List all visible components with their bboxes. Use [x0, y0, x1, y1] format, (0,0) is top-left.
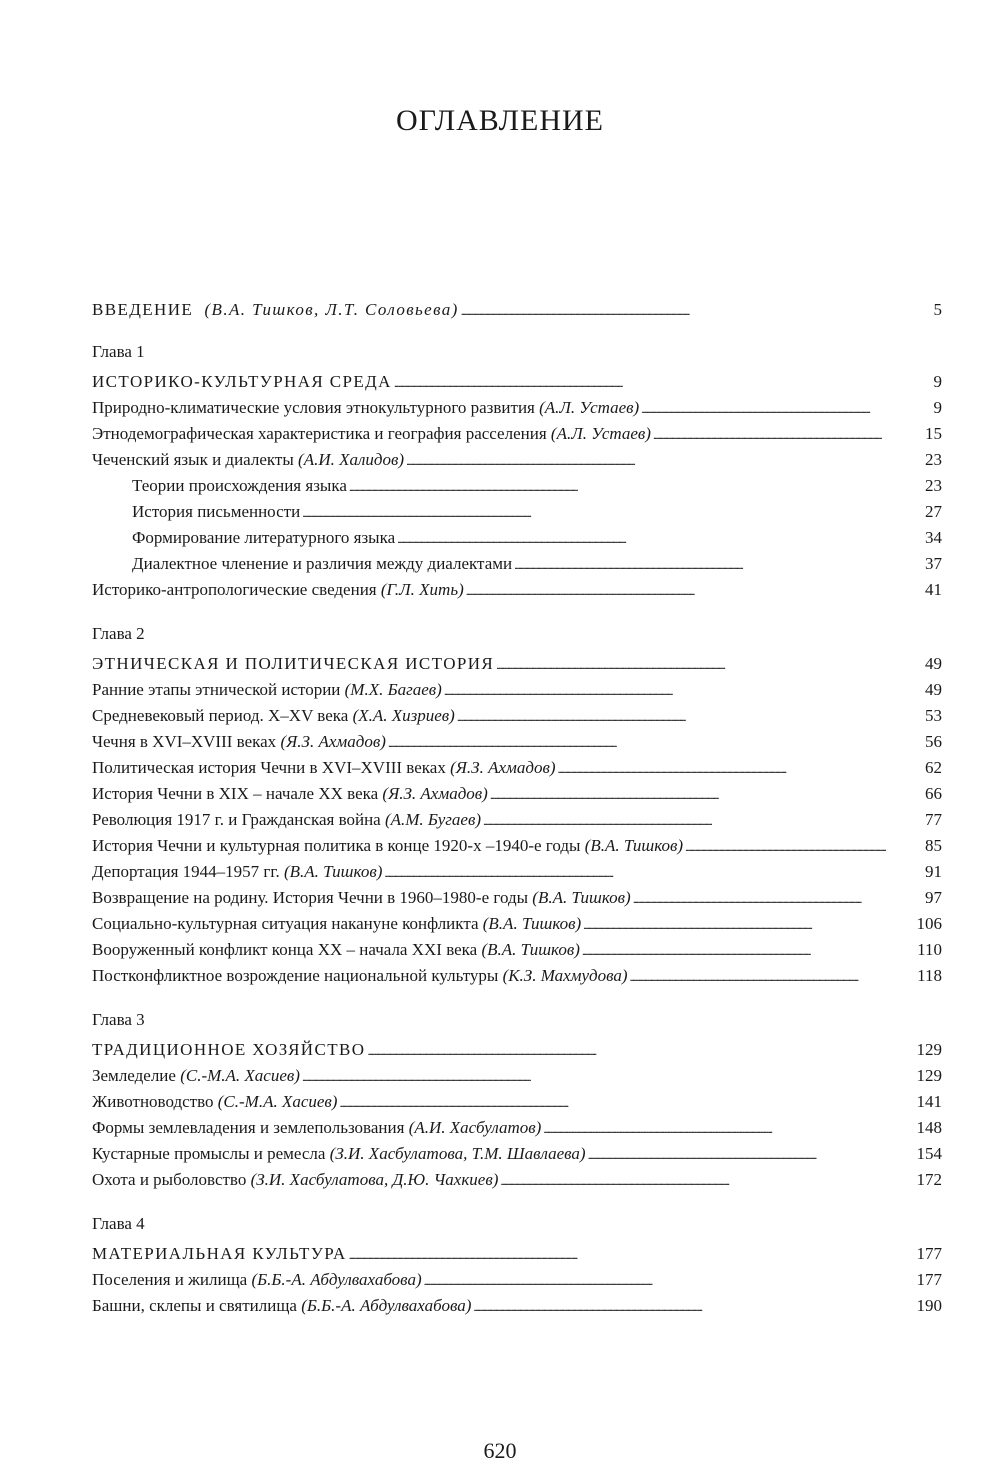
toc-page-number: 66: [925, 784, 942, 803]
toc-entry[interactable]: [92, 1144, 942, 1170]
toc-entry-author: (С.-М.А. Хасиев): [217, 1092, 338, 1111]
toc-entry-author: (З.И. Хасбулатова, Д.Ю. Чахкиев): [250, 1170, 499, 1189]
toc-page-number: 177: [916, 1270, 942, 1289]
leader-dots: [397, 528, 886, 549]
toc-entry[interactable]: [92, 836, 942, 862]
toc-entry[interactable]: [92, 1118, 942, 1144]
leader-dots: [558, 758, 887, 779]
toc-entry-title: Возвращение на родину. История Чечни в 1960–1980-е годы: [92, 888, 533, 907]
chapter-label: Глава 1: [92, 342, 145, 361]
toc-entry[interactable]: [92, 580, 942, 606]
toc-entry-author: (В.А. Тишков): [584, 836, 684, 855]
leader-dots: [496, 654, 886, 675]
toc-entry-author: (А.Л. Устаев): [539, 398, 640, 417]
toc-entry[interactable]: [92, 888, 942, 914]
toc-entry-title: Формы землевладения и землепользования: [92, 1118, 409, 1137]
toc-page-number: 97: [925, 888, 942, 907]
leader-dots: [588, 1144, 886, 1165]
leader-dots: [388, 732, 886, 753]
toc-page-number: 141: [916, 1092, 942, 1111]
leader-dots: [582, 940, 886, 961]
toc-subentry[interactable]: [92, 476, 942, 502]
toc-page-number: 129: [916, 1066, 942, 1085]
page-title: ОГЛАВЛЕНИЕ: [396, 104, 604, 137]
toc-entry-title: Диалектное членение и различия между диалектами: [132, 554, 513, 573]
toc-subentry[interactable]: [92, 554, 942, 580]
toc-page-number: 110: [917, 940, 942, 959]
toc-entry-title: Революция 1917 г. и Гражданская война: [92, 810, 385, 829]
toc-entry-author: (В.А. Тишков): [481, 940, 580, 959]
toc-entry-title: История письменности: [132, 502, 301, 521]
toc-entry[interactable]: [92, 914, 942, 940]
leader-dots: [461, 300, 886, 321]
toc-entry[interactable]: [92, 758, 942, 784]
leader-dots: [583, 914, 886, 935]
toc-entry-author: (В.А. Тишков): [532, 888, 631, 907]
toc-entry-title: Теории происхождения языка: [132, 476, 347, 495]
toc-entry-author: (Я.З. Ахмадов): [280, 732, 386, 751]
toc-entry-title: История Чечни в XIX – начале XX века: [92, 784, 383, 803]
toc-entry-title: Историко-антропологические сведения: [92, 580, 381, 599]
toc-entry[interactable]: [92, 966, 942, 992]
leader-dots: [500, 1170, 886, 1191]
toc-page-number: 27: [925, 502, 942, 521]
toc-page-number: 154: [916, 1144, 942, 1163]
toc-page-number: 129: [916, 1040, 942, 1059]
toc-entry-title: Депортация 1944–1957 гг.: [92, 862, 284, 881]
leader-dots: [367, 1040, 886, 1061]
toc-entry-title: Политическая история Чечни в XVI–XVIII веках: [92, 758, 451, 777]
toc-page-number: 49: [925, 680, 942, 699]
leader-dots: [633, 888, 886, 909]
toc-entry[interactable]: [92, 732, 942, 758]
toc-entry-author: (К.З. Махмудова): [502, 966, 628, 985]
chapter-label: Глава 3: [92, 1010, 145, 1029]
leader-dots: [630, 966, 886, 987]
toc-intro[interactable]: [92, 300, 942, 326]
toc-entry[interactable]: [92, 450, 942, 476]
toc-page-number: 53: [925, 706, 942, 725]
toc-section-title: ИСТОРИКО-КУЛЬТУРНАЯ СРЕДА: [92, 372, 392, 391]
toc-page-number: 62: [925, 758, 942, 777]
toc-entry[interactable]: [92, 862, 942, 888]
toc-entry[interactable]: [92, 680, 942, 706]
toc-page-number: 148: [916, 1118, 942, 1137]
toc-page-number: 15: [925, 424, 942, 443]
toc-entry[interactable]: [92, 424, 942, 450]
leader-dots: [483, 810, 886, 831]
toc-page-number: 56: [925, 732, 942, 751]
toc-entry-title: Земледелие: [92, 1066, 181, 1085]
toc-entry-author: (А.М. Бугаев): [384, 810, 482, 829]
leader-dots: [543, 1118, 886, 1139]
toc-entry-author: (Б.Б.-А. Абдулвахабова): [251, 1270, 422, 1289]
toc-entry-author: (Х.А. Хизриев): [352, 706, 455, 725]
chapter-label: Глава 2: [92, 624, 145, 643]
toc-entry-author: (Б.Б.-А. Абдулвахабова): [301, 1296, 472, 1315]
table-of-contents: [92, 300, 942, 1322]
toc-entry-title: История Чечни и культурная политика в конце 1920-х –1940-е годы: [92, 836, 585, 855]
toc-entry-author: (С.-М.А. Хасиев): [180, 1066, 300, 1085]
toc-page-number: 9: [933, 372, 942, 391]
toc-page-number: 5: [933, 300, 942, 319]
toc-page-number: 91: [925, 862, 942, 881]
leader-dots: [641, 398, 886, 419]
toc-entry-title: Кустарные промыслы и ремесла: [92, 1144, 330, 1163]
toc-page-number: 37: [925, 554, 942, 573]
toc-page-number: 77: [925, 810, 942, 829]
toc-entry-title: Животноводство: [92, 1092, 218, 1111]
toc-entry-title: Социально-культурная ситуация накануне конфликта: [92, 914, 483, 933]
toc-entry[interactable]: [92, 784, 942, 810]
toc-section-heading[interactable]: [92, 1040, 942, 1066]
toc-entry-author: (З.И. Хасбулатова, Т.М. Шавлаева): [329, 1144, 586, 1163]
toc-entry[interactable]: [92, 398, 942, 424]
leader-dots: [457, 706, 886, 727]
leader-dots: [685, 836, 886, 857]
toc-entry[interactable]: [92, 810, 942, 836]
toc-entry[interactable]: [92, 1066, 942, 1092]
toc-section-heading[interactable]: [92, 1244, 942, 1270]
toc-entry-title: Ранние этапы этнической истории: [92, 680, 345, 699]
toc-page-number: 9: [933, 398, 942, 417]
toc-subentry[interactable]: [92, 528, 942, 554]
leader-dots: [466, 580, 886, 601]
leader-dots: [302, 502, 886, 523]
toc-entry-author: (А.Л. Устаев): [550, 424, 651, 443]
toc-page-number: 49: [925, 654, 942, 673]
toc-entry-title: Чечня в XVI–XVIII веках: [92, 732, 281, 751]
toc-page-number: 106: [916, 914, 942, 933]
chapters-container: [92, 342, 942, 1322]
toc-page-number: 190: [916, 1296, 942, 1315]
toc-entry-title: Поселения и жилища: [92, 1270, 252, 1289]
toc-page-number: 118: [917, 966, 942, 985]
leader-dots: [490, 784, 886, 805]
leader-dots: [339, 1092, 886, 1113]
toc-page-number: 23: [925, 450, 942, 469]
toc-entry-title: Средневековый период. X–XV века: [92, 706, 353, 725]
toc-intro-author: (В.А. Тишков, Л.Т. Соловьева): [204, 300, 459, 319]
toc-page-number: 85: [925, 836, 942, 855]
toc-entry-title: Природно-климатические условия этнокультурного развития: [92, 398, 540, 417]
toc-section-title: ТРАДИЦИОННОЕ ХОЗЯЙСТВО: [92, 1040, 366, 1059]
toc-entry-title: Этнодемографическая характеристика и география расселения: [92, 424, 551, 443]
toc-section-title: ЭТНИЧЕСКАЯ И ПОЛИТИЧЕСКАЯ ИСТОРИЯ: [92, 654, 495, 673]
toc-entry-title: Вооруженный конфликт конца XX – начала XXI века: [92, 940, 482, 959]
toc-entry[interactable]: [92, 1270, 942, 1296]
toc-entry[interactable]: [92, 940, 942, 966]
leader-dots: [302, 1066, 886, 1087]
toc-entry[interactable]: [92, 1092, 942, 1118]
leader-dots: [349, 476, 886, 497]
toc-page-number: 177: [916, 1244, 942, 1263]
toc-entry-title: Башни, склепы и святилища: [92, 1296, 302, 1315]
page-number: 620: [483, 1438, 517, 1463]
toc-entry-author: (А.И. Халидов): [298, 450, 405, 469]
toc-entry-title: Чеченский язык и диалекты: [92, 450, 299, 469]
toc-section-heading[interactable]: [92, 372, 942, 398]
toc-intro-title: ВВЕДЕНИЕ: [92, 300, 194, 319]
toc-entry-title: Охота и рыболовство: [92, 1170, 251, 1189]
toc-entry-author: (В.А. Тишков): [482, 914, 582, 933]
leader-dots: [384, 862, 886, 883]
leader-dots: [424, 1270, 886, 1291]
toc-entry-title: Формирование литературного языка: [132, 528, 396, 547]
leader-dots: [394, 372, 886, 393]
toc-subentry[interactable]: [92, 502, 942, 528]
toc-entry[interactable]: [92, 706, 942, 732]
toc-entry-author: (В.А. Тишков): [283, 862, 383, 881]
leader-dots: [349, 1244, 886, 1265]
toc-section-heading[interactable]: [92, 654, 942, 680]
toc-entry-author: (Г.Л. Хить): [380, 580, 464, 599]
toc-entry-author: (Я.З. Ахмадов): [450, 758, 556, 777]
toc-entry[interactable]: [92, 1170, 942, 1196]
toc-section-title: МАТЕРИАЛЬНАЯ КУЛЬТУРА: [92, 1244, 347, 1263]
toc-entry-author: (М.Х. Багаев): [344, 680, 442, 699]
toc-entry-title: Постконфликтное возрождение национальной культуры: [92, 966, 503, 985]
leader-dots: [473, 1296, 886, 1317]
leader-dots: [653, 424, 886, 445]
leader-dots: [444, 680, 886, 701]
toc-page-number: 172: [916, 1170, 942, 1189]
toc-entry[interactable]: [92, 1296, 942, 1322]
chapter-label: Глава 4: [92, 1214, 145, 1233]
toc-entry-author: (А.И. Хасбулатов): [408, 1118, 542, 1137]
toc-entry-author: (Я.З. Ахмадов): [382, 784, 488, 803]
toc-page-number: 34: [925, 528, 942, 547]
leader-dots: [406, 450, 886, 471]
leader-dots: [514, 554, 886, 575]
toc-page-number: 41: [925, 580, 942, 599]
toc-page-number: 23: [925, 476, 942, 495]
